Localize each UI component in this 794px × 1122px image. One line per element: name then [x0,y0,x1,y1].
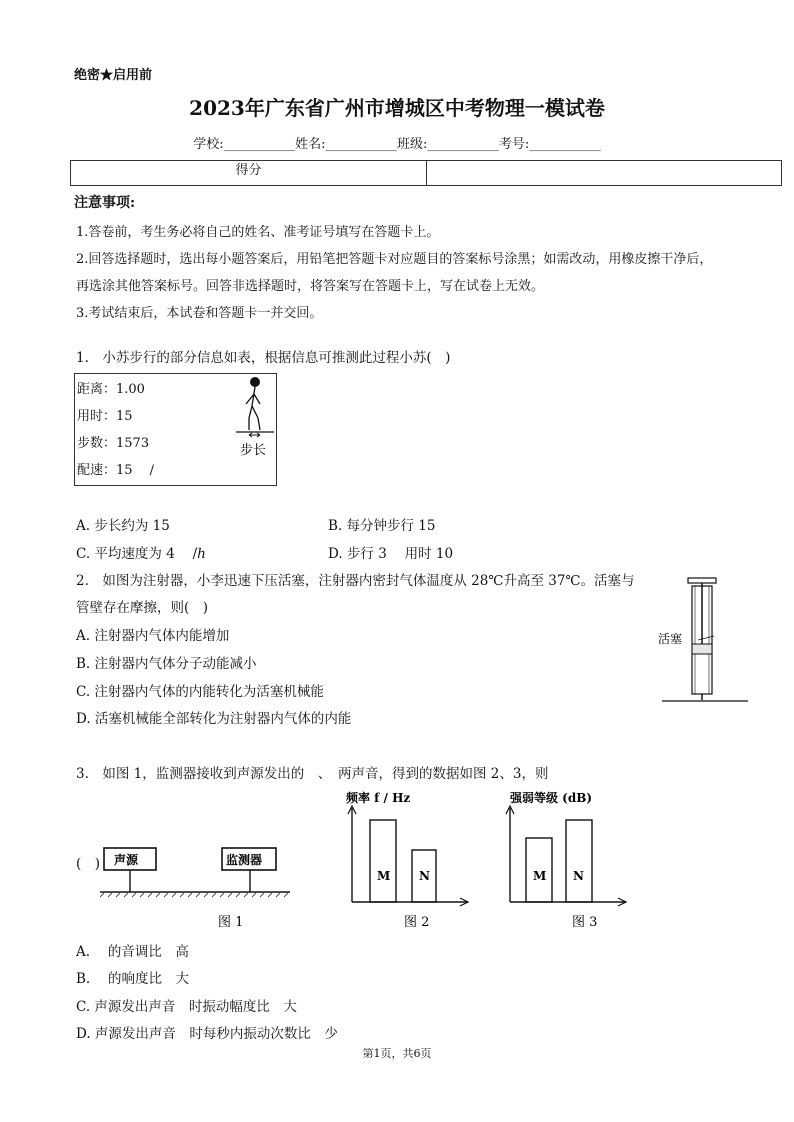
monitor-label: 监测器 [226,853,263,867]
figure-1-setup [100,840,290,932]
q3-option-d: D. 声源发出声音 时每秒内振动次数比 少 [76,1026,338,1042]
loudness-axis-label: 强弱等级 (dB) [510,791,593,805]
q1-option-c: C. 平均速度为 4 /ℎ [76,546,206,562]
piston-label: 活塞 [658,632,683,646]
q2-option-b: B. 注射器内气体分子动能减小 [76,656,257,672]
exam-title: 2023年广东省广州市增城区中考物理一模试卷 [189,96,605,120]
q1-stem: 1. 小苏步行的部分信息如表，根据信息可推测此过程小苏( ) [76,350,451,366]
q2-stem-line1: 2. 如图为注射器，小李迅速下压活塞，注射器内密封气体温度从 28℃升高至 37℃。活塞与 [76,573,635,589]
q1-option-b: B. 每分钟步行 15 [328,518,436,534]
notes-title: 注意事项: [74,195,136,211]
bar-n-label: N [419,869,430,883]
score-value-cell [427,161,781,185]
note-item: 1.答卷前，考生务必将自己的姓名、准考证号填写在答题卡上。 [76,225,440,240]
q1-steps: 步数：1573 [77,436,150,451]
q1-option-a: A. 步长约为 15 [76,518,170,534]
bar-m [370,820,396,902]
score-label: 得分 [71,161,427,185]
q3-option-c: C. 声源发出声音 时振动幅度比 大 [76,999,297,1015]
figure-3-caption: 图 3 [572,915,598,930]
sound-source-label: 声源 [114,853,139,867]
frequency-axis-label: 频率 f / Hz [346,791,411,805]
note-item: 再选涂其他答案标号。回答非选择题时，将答案写在答题卡上，写在试卷上无效。 [76,279,545,294]
syringe-figure [654,576,750,708]
student-info-line: 学校:___________姓名:___________班级:___________考号:___________ [193,137,601,152]
q3-option-a: A. 的音调比 高 [76,944,189,960]
bar-n-label: N [573,869,584,883]
q3-option-b: B. 的响度比 大 [76,971,190,987]
q2-stem-line2: 管壁存在摩擦，则( ) [76,600,209,616]
q3-stem: 3. 如图 1，监测器接收到声源发出的 、 两声音，得到的数据如图 2、3，则 [76,766,549,782]
q3-paren: ( ) [76,856,101,872]
q1-option-d: D. 步行 3 用时 10 [328,546,454,562]
figure-1-caption: 图 1 [218,915,244,930]
q1-distance: 距离：1.00 [77,382,145,397]
q1-info-table [74,373,277,486]
score-table [70,160,782,186]
walking-person-figure [230,374,278,462]
bar-m-label: M [533,869,547,883]
figure-3-loudness-chart [496,786,636,932]
page-footer: 第1页，共6页 [362,1047,432,1060]
q2-option-c: C. 注射器内气体的内能转化为活塞机械能 [76,684,324,700]
q1-time: 用时：15 [77,409,133,424]
q2-option-d: D. 活塞机械能全部转化为注射器内气体的内能 [76,711,352,727]
bar-m-label: M [377,869,391,883]
confidential-label: 绝密★启用前 [74,68,153,83]
note-item: 3.考试结束后，本试卷和答题卡一并交回。 [76,306,323,321]
note-item: 2.回答选择题时，选出每小题答案后，用铅笔把答题卡对应题目的答案标号涂黑；如需改动，用橡皮擦干净后， [76,252,713,267]
step-length-label: 步长 [240,443,267,458]
bar-n [566,820,592,902]
figure-2-frequency-chart [336,786,476,932]
figure-2-caption: 图 2 [404,915,430,930]
q1-pace: 配速：15 / [77,463,155,478]
q2-option-a: A. 注射器内气体内能增加 [76,628,230,644]
